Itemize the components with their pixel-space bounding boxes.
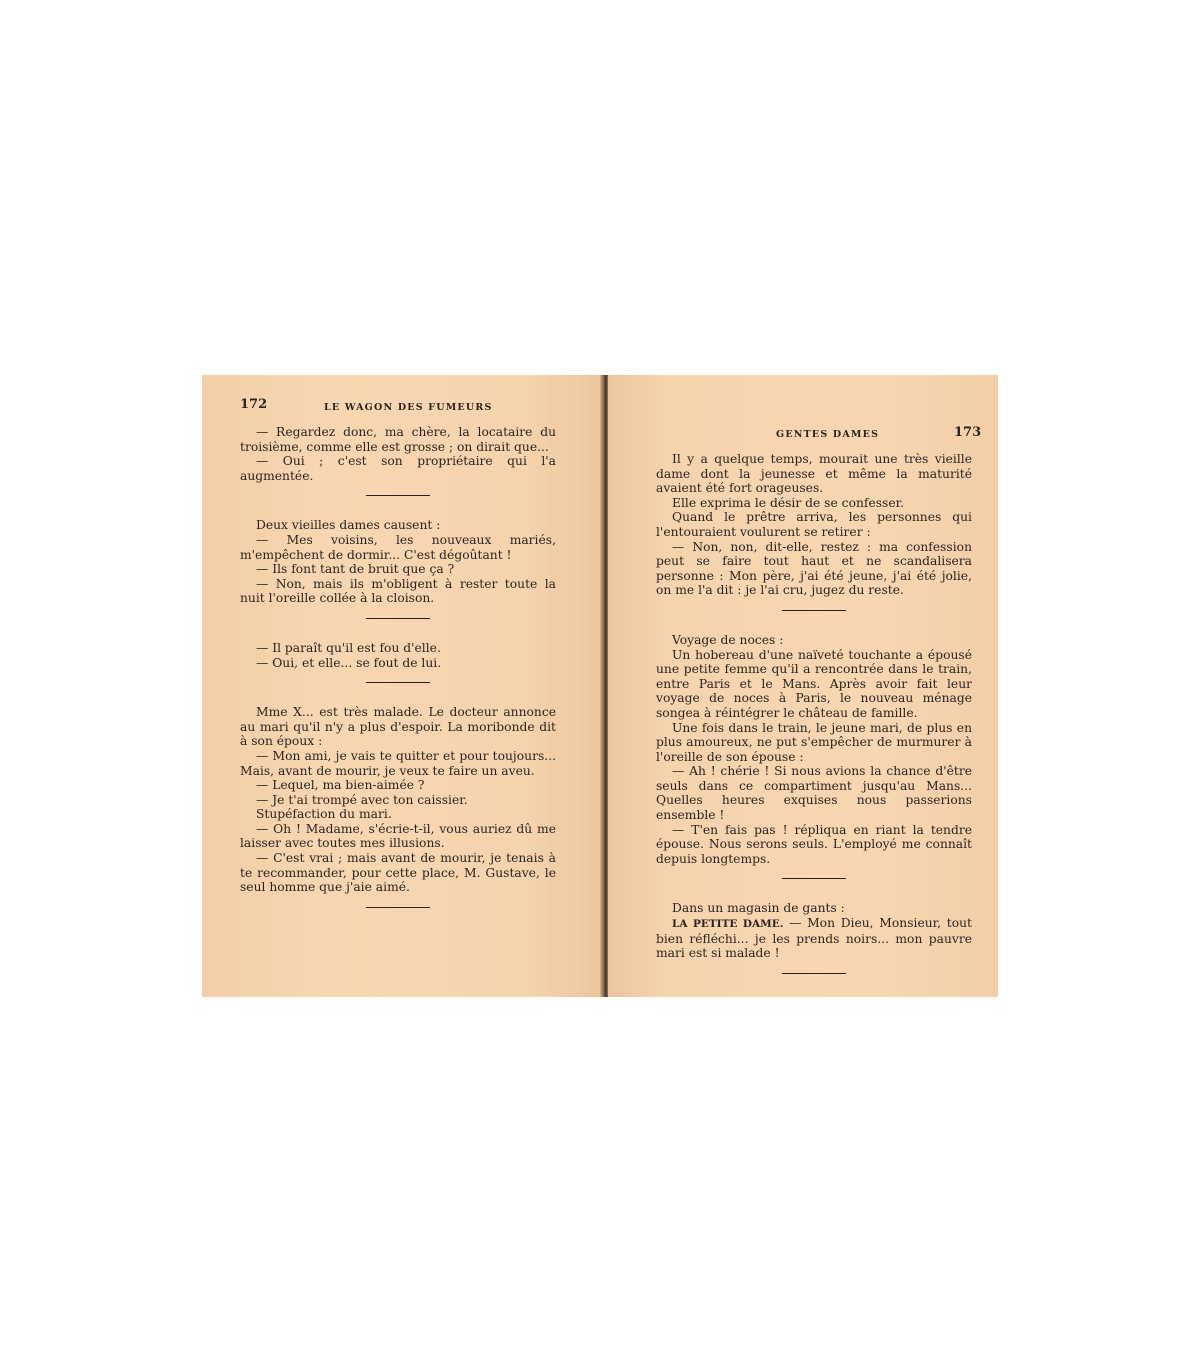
paragraph: Mme X... est très malade. Le docteur annonce au mari qu'il n'y a plus d'espoir. La moribonde dit à son époux : (240, 705, 556, 749)
joke (656, 901, 972, 960)
paragraph: — Je t'ai trompé avec ton caissier. (256, 792, 468, 807)
paragraph: — Non, non, dit-elle, restez : ma confession peut se faire tout haut et ne scandalisera personne : Mon père, j'ai été jeune, j'ai été jolie, on me l'a dit : je l'ai cru, jugez du reste. (656, 539, 972, 598)
paragraph: — Il paraît qu'il est fou d'elle. (256, 640, 441, 655)
page-number: 173 (954, 425, 982, 440)
paragraph: Quand le prêtre arriva, les personnes qui l'entouraient voulurent se retirer : (656, 510, 972, 539)
page-body (240, 425, 556, 930)
joke (240, 425, 556, 483)
paragraph: — T'en fais pas ! répliqua en riant la tendre épouse. Nous serons seuls. L'employé me connaît depuis longtemps. (656, 822, 972, 866)
separator-rule (782, 878, 846, 879)
running-head: LE WAGON DES FUMEURS (324, 402, 493, 413)
paragraph: Deux vieilles dames causent : (256, 518, 441, 533)
separator-rule (366, 907, 430, 908)
joke (240, 518, 556, 606)
right-page (608, 375, 998, 997)
paragraph: — Oh ! Madame, s'écrie-t-il, vous auriez dû me laisser avec toutes mes illusions. (240, 821, 556, 851)
running-head: GENTES DAMES (776, 429, 880, 440)
paragraph: — C'est vrai ; mais avant de mourir, je tenais à te recommander, pour cette place, M. Gustave, le seul homme que j'aie aimé. (240, 851, 556, 895)
paragraph: — Lequel, ma bien-aimée ? (256, 778, 425, 793)
paragraph: — Oui ; c'est son propriétaire qui l'a augmentée. (240, 454, 556, 483)
joke (240, 705, 556, 895)
speech: — Mon Dieu, Monsieur, tout bien réfléchi... je les prends noirs... mon pauvre mari est si malade ! (656, 916, 972, 961)
paragraph: Voyage de noces : (672, 632, 784, 647)
page-body (656, 452, 972, 996)
paragraph: — Oui, et elle... se fout de lui. (256, 655, 442, 670)
paragraph: — Ah ! chérie ! Si nous avions la chance d'être seuls dans ce compartiment jusqu'au Mans... Quelles heures exquises nous passerions ensemble ! (656, 764, 972, 823)
paragraph: — Mes voisins, les nouveaux mariés, m'empêchent de dormir... C'est dégoûtant ! (240, 532, 556, 562)
page-number: 172 (240, 397, 268, 412)
dialogue-line (656, 916, 972, 961)
joke (240, 641, 556, 670)
separator-rule (366, 682, 430, 683)
book-spread (202, 375, 998, 997)
separator-rule (366, 618, 430, 619)
joke (656, 452, 972, 598)
speaker-name: LA PETITE DAME. (672, 918, 784, 931)
left-page (202, 375, 604, 997)
paragraph: Une fois dans le train, le jeune mari, de plus en plus amoureux, ne put s'empêcher de murmurer à l'oreille de son épouse : (656, 720, 972, 764)
paragraph: Un hobereau d'une naïveté touchante a épousé une petite femme qu'il a rencontrée dans le train, entre Paris et le Mans. Après avoir fait leur voyage de noces à Paris, le nouveau ménage songea à réintégrer le château de famille. (656, 647, 972, 720)
paragraph: — Non, mais ils m'obligent à rester toute la nuit l'oreille collée à la cloison. (240, 576, 556, 606)
separator-rule (366, 495, 430, 496)
paragraph: Il y a quelque temps, mourait une très vieille dame dont la jeunesse et même la maturité avaient été fort orageuses. (656, 452, 972, 496)
paragraph: — Regardez donc, ma chère, la locataire du troisième, comme elle est grosse ; on dirait que... (240, 425, 556, 454)
paragraph: Dans un magasin de gants : (672, 901, 845, 916)
paragraph: — Mon ami, je vais te quitter et pour toujours... Mais, avant de mourir, je veux te faire un aveu. (240, 748, 556, 778)
paragraph: Elle exprima le désir de se confesser. (672, 495, 905, 510)
separator-rule (782, 973, 846, 974)
joke (656, 633, 972, 867)
separator-rule (782, 610, 846, 611)
paragraph: Stupéfaction du mari. (256, 807, 392, 822)
paragraph: — Ils font tant de bruit que ça ? (256, 562, 455, 577)
